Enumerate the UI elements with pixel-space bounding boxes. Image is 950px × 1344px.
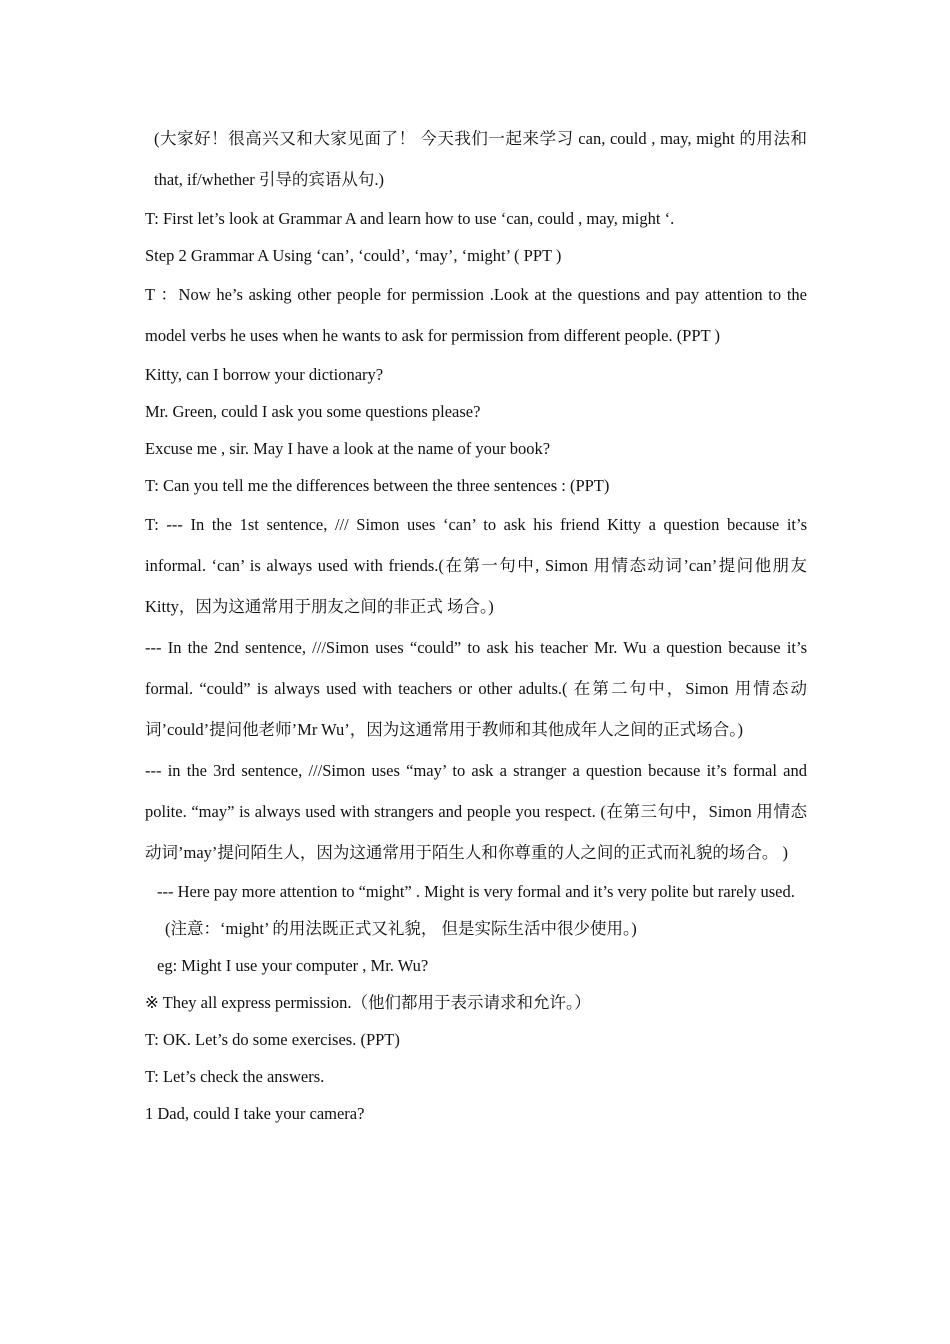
might-example: eg: Might I use your computer , Mr. Wu? <box>157 956 429 975</box>
explanation-sentence-1: T: --- In the 1st sentence, /// Simon uses ‘can’ to ask his friend Kitty a question because it’s informal. ‘can’ is always used with friends.(在第一句中, Simon 用情态动词’can’提问他朋友 Kitty，因为这通常用于朋友之间的非正式 场合。) <box>145 515 807 616</box>
might-note: --- Here pay more attention to “might” . Might is very formal and it’s very polite but rarely used. <box>157 882 795 901</box>
intro-paragraph: (大家好！很高兴又和大家见面了！ 今天我们一起来学习 can, could , may, might 的用法和that, if/whether 引导的宾语从句.) <box>154 129 807 189</box>
explanation-sentence-2: --- In the 2nd sentence, ///Simon uses “could” to ask his teacher Mr. Wu a question because it’s formal. “could” is always used with teachers or other adults.( 在第二句中，Simon 用情态动词’could’提问他老师’Mr Wu’，因为这通常用于教师和其他成年人之间的正式场合。) <box>145 638 807 739</box>
example-question-1: Kitty, can I borrow your dictionary? <box>145 365 384 384</box>
step-2-heading: Step 2 Grammar A Using ‘can’, ‘could’, ‘may’, ‘might’ ( PPT ) <box>145 246 562 265</box>
teacher-line-exercises: T: OK. Let’s do some exercises. (PPT) <box>145 1030 400 1049</box>
teacher-line-permission: T ：Now he’s asking other people for permission .Look at the questions and pay attention to the model verbs he uses when he wants to ask for permission from different people. (PPT ) <box>145 285 807 345</box>
exercise-item-1: 1 Dad, could I take your camera? <box>145 1104 365 1123</box>
example-question-2: Mr. Green, could I ask you some questions please? <box>145 402 481 421</box>
document-body <box>145 118 807 1132</box>
teacher-line-check: T: Let’s check the answers. <box>145 1067 325 1086</box>
example-question-3: Excuse me , sir. May I have a look at the name of your book? <box>145 439 551 458</box>
permission-summary: ※ They all express permission.（他们都用于表示请求和允许。） <box>145 993 591 1012</box>
explanation-sentence-3: --- in the 3rd sentence, ///Simon uses “may’ to ask a stranger a question because it’s formal and polite. “may” is always used with strangers and people you respect. (在第三句中，Simon 用情态动词’may’提问陌生人，因为这通常用于陌生人和你尊重的人之间的正式而礼貌的场合。 ) <box>145 761 807 862</box>
teacher-line-first: T: First let’s look at Grammar A and learn how to use ‘can, could , may, might ‘. <box>145 209 675 228</box>
might-note-chinese: (注意：‘might’ 的用法既正式又礼貌， 但是实际生活中很少使用。) <box>165 919 637 938</box>
teacher-line-differences: T: Can you tell me the differences between the three sentences : (PPT) <box>145 476 610 495</box>
